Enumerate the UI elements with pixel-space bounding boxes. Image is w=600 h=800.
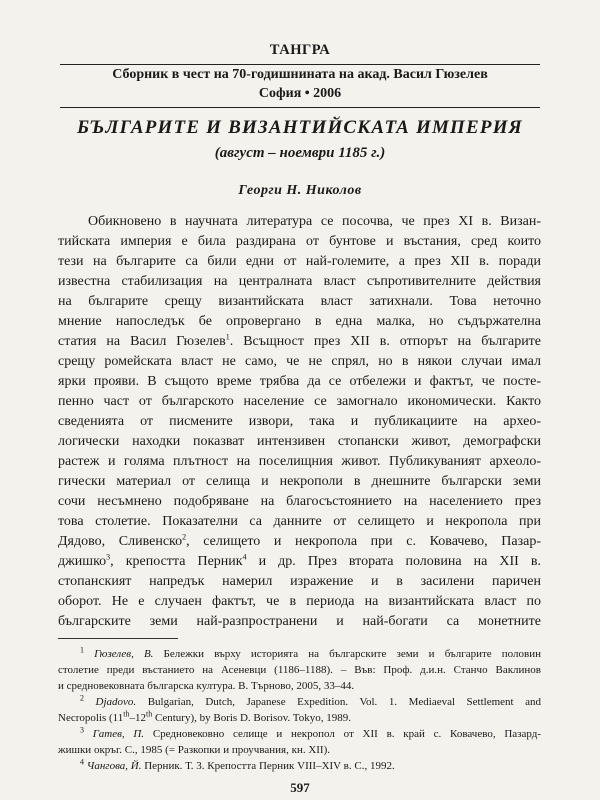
journal-title: ТАНГРА <box>269 42 331 58</box>
body-segment: джишко <box>58 554 107 569</box>
place-year: София • 2006 <box>258 86 342 101</box>
body-line: сочи несъмнено подобряване на благосъстоянието на населението през <box>58 494 541 509</box>
body-segment: . <box>229 334 244 349</box>
footnote-number: 2 <box>80 694 84 703</box>
footnote-text: Bulgarian, Dutch, Japanese Expedition. Vol. 1. Mediaeval Settlement and <box>136 696 541 708</box>
footnote-line <box>80 646 541 662</box>
body-line <box>58 552 541 572</box>
footnote-number: 4 <box>80 758 84 767</box>
footnote-line: и средновековната българска култура. В. Търново, 2005, 33–44. <box>58 680 355 692</box>
footnote-text: Перник. Т. 3. Крепостта Перник VIII–XIV в. С., 1992. <box>141 760 395 772</box>
footnote-separator <box>58 638 178 639</box>
footnote-author: Чангова, Й. <box>86 760 142 772</box>
footnote-text: Century), by Boris D. Borisov. Tokyo, 1989. <box>152 712 352 724</box>
body-line: мнение напоследък бе опровергано в една малка, но съдържателна <box>58 314 541 329</box>
footnote-text: Necropolis (11 <box>58 712 124 724</box>
footnote-author: Djadovo. <box>95 696 137 708</box>
article-subtitle: (август – ноември 1185 г.) <box>214 145 386 161</box>
article-author: Георги Н. Николов <box>238 183 362 198</box>
body-line: пенно част от българското население се замогнало икономически. Както <box>58 394 541 409</box>
body-line <box>58 332 541 352</box>
footnote-line <box>58 710 541 726</box>
footnote-line: столетие преди въстанието на Асеневци (1186–1188). – Във: Проф. д.и.н. Станчо Ваклинов <box>58 664 541 676</box>
body-line: логически находки показват интензивен стопански живот, демографски <box>58 434 541 449</box>
page-number: 597 <box>290 780 310 795</box>
footnote-text: –12 <box>129 712 147 724</box>
footnote-line: жишки окръг. С., 1985 (= Разкопки и проучвания, кн. XII). <box>58 744 331 756</box>
footnote-text: Бележки върху историята на българските земи и българите половин <box>153 648 541 660</box>
superscript: th <box>146 710 153 719</box>
header-rule-bottom <box>60 107 540 108</box>
footnote-line <box>80 726 541 742</box>
body-segment: и др. През втората половина на XII в. <box>246 554 541 569</box>
footnote-author: Гюзелев, В. <box>94 648 154 660</box>
collection-title: Сборник в чест на 70-годишнината на акад. Васил Гюзелев <box>112 67 488 82</box>
body-line: известна стабилизация на централната власт съпротивителните действия <box>58 274 541 289</box>
body-segment: , крепостта Перник <box>110 554 243 569</box>
body-line: ярки прояви. В същото време трябва да се отбележи и фактът, че посте- <box>58 374 541 389</box>
body-line: оборот. Не е случаен фактът, че в периода на византийската власт по <box>58 594 541 609</box>
footnote-number: 3 <box>80 726 84 735</box>
body-segment: Всъщност през XII в. отпорът на българите <box>243 334 541 349</box>
footnote-author: Гатев, П. <box>92 728 145 740</box>
body-line: това столетие. Показателни са данните от селището и некропола при <box>58 514 541 529</box>
footnote-line <box>80 758 541 774</box>
footnote-ref: 3 <box>106 552 111 562</box>
footnote-ref: 4 <box>242 552 247 562</box>
body-line: растеж и голяма плътност на поселищния живот. Публикуваният археоло- <box>58 454 541 469</box>
article-title: БЪЛГАРИТЕ И ВИЗАНТИЙСКАТА ИМПЕРИЯ <box>77 117 523 138</box>
body-line: на българите срещу византийската власт затихнали. Това неточно <box>58 294 541 309</box>
body-line: гически материал от селища и некрополи в днешните български земи <box>58 474 541 489</box>
body-segment: Дядово, Сливенско <box>58 534 183 549</box>
body-line: сведенията от писмените извори, така и публикациите на архео- <box>58 414 541 429</box>
footnote-number: 1 <box>80 646 84 655</box>
header-rule-top <box>60 64 540 65</box>
body-segment: , селището и некропола при с. Ковачево, Пазар- <box>186 534 541 549</box>
body-line: стопанският напредък намерил изражение и в засилени паричен <box>58 574 541 589</box>
body-line: тийската империя е била раздирана от бунтове и въстания, сред които <box>58 234 541 249</box>
body-line: срещу ромейската власт не само, че не спрял, но в някои случаи имал <box>58 354 541 369</box>
body-line: тези на българите са били едни от най-големите, а през XII в. поради <box>58 254 541 269</box>
body-line: Обикновено в научната литература се посочва, че през XI в. Визан- <box>88 214 541 229</box>
footnote-ref: 2 <box>182 532 187 542</box>
superscript: th <box>123 710 130 719</box>
body-segment: статия на Васил Гюзелев <box>58 334 226 349</box>
footnote-line <box>80 694 541 710</box>
footnote-text: Средновековно селище и некропол от XII в. край с. Ковачево, Пазард- <box>144 728 541 740</box>
body-line <box>58 532 541 552</box>
body-line: българските земи най-разпространени и най-богати са монетните <box>58 614 541 629</box>
footnote-ref: 1 <box>225 332 230 342</box>
